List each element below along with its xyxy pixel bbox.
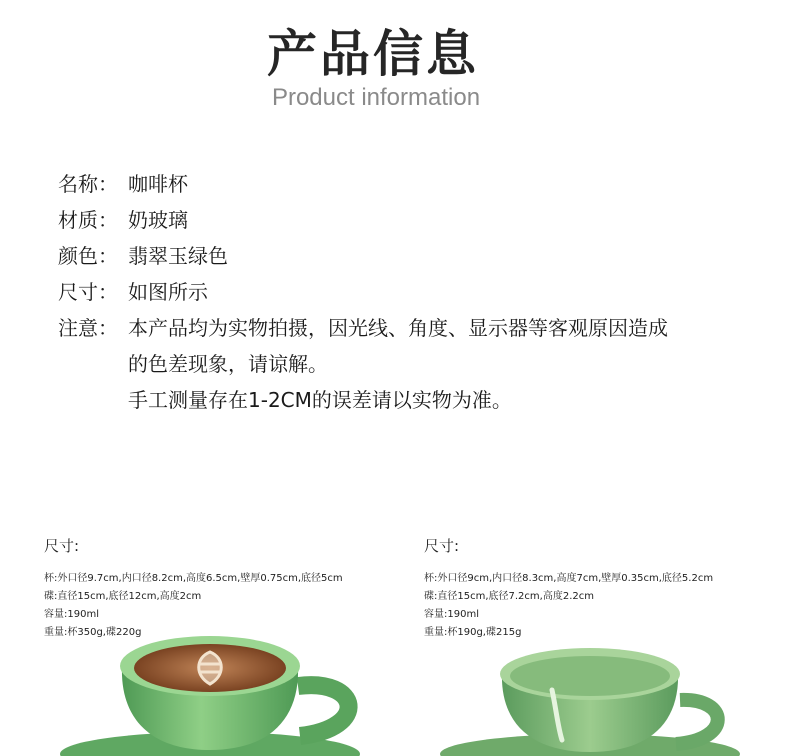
spec-line: 容量:190ml [424,609,479,620]
spec-line: 碟:直径15cm,底径12cm,高度2cm [44,591,202,602]
spec-line: 重量:杯190g,碟215g [424,627,522,638]
info-key: 尺寸： [58,280,118,304]
cup-photo-latte [60,628,390,756]
note-text [128,310,668,418]
spec-heading: 尺寸: [44,537,80,555]
page-title: 产品信息 [267,25,479,83]
cup-photo-empty [440,628,760,756]
info-key: 材质： [58,208,118,232]
info-value: 如图所示 [128,280,208,304]
spec-block-left [44,535,343,642]
spec-line: 容量:190ml [44,609,99,620]
note-line: 本产品均为实物拍摄，因光线、角度、显示器等客观原因造成 [128,316,668,340]
spec-line: 杯:外口径9.7cm,内口径8.2cm,高度6.5cm,壁厚0.75cm,底径5cm [44,573,343,584]
info-row-material [58,202,778,238]
spec-line: 碟:直径15cm,底径7.2cm,高度2.2cm [424,591,594,602]
spec-block-right [424,535,713,642]
latte-art-shape [198,652,222,684]
product-info [58,166,778,418]
info-value: 翡翠玉绿色 [128,244,228,268]
cup-handle-shape [676,700,718,744]
info-row-color [58,238,778,274]
info-row-size [58,274,778,310]
note-line: 的色差现象，请谅解。 [128,352,328,376]
info-key: 名称： [58,172,118,196]
info-row-note [58,310,778,418]
info-key: 注意： [58,316,118,340]
info-key: 颜色： [58,244,118,268]
page-subtitle: Product information [271,84,481,111]
spec-line: 杯:外口径9cm,内口径8.3cm,高度7cm,壁厚0.35cm,底径5.2cm [424,573,714,584]
note-line: 手工测量存在1-2CM的误差请以实物为准。 [128,388,512,412]
spec-heading: 尺寸: [424,537,460,555]
info-row-name [58,166,778,202]
info-value: 奶玻璃 [128,208,188,232]
spec-line: 重量:杯350g,碟220g [44,627,142,638]
info-value: 咖啡杯 [128,172,188,196]
cup-inner-shape [510,656,670,696]
cup-handle-shape [298,685,349,736]
